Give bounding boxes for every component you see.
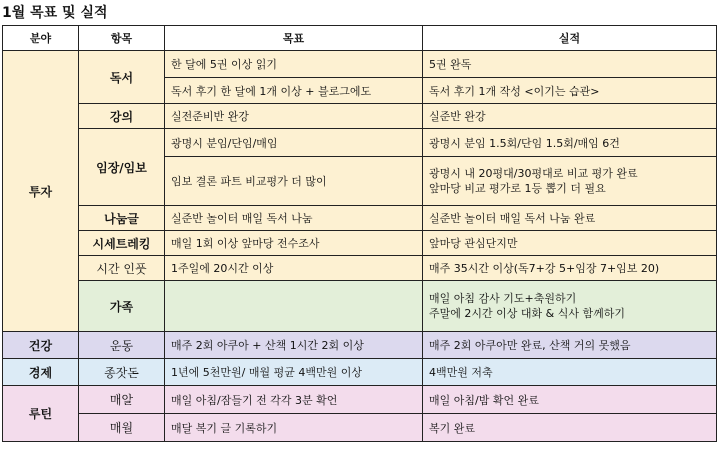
item-lease: 임장/임보 [79, 129, 165, 206]
table-row [3, 281, 717, 332]
category-family: 가족 [79, 281, 165, 332]
header-item: 항목 [79, 26, 165, 51]
header-goal: 목표 [165, 26, 423, 51]
goal-cell: 매일 1회 이상 앞마당 전수조사 [165, 231, 423, 256]
goal-line: 매일 아침 감사 기도+축원하기 [429, 292, 577, 305]
result-cell: 매주 2회 아쿠아만 완료, 산책 거의 못했음 [423, 332, 717, 359]
result-cell [423, 157, 717, 206]
goal-cell: 한 달에 5권 이상 읽기 [165, 51, 423, 78]
table-row [3, 104, 717, 129]
goal-cell: 실전준비반 완강 [165, 104, 423, 129]
result-line: 앞마당 비교 평가로 1등 뽑기 더 필요 [429, 182, 606, 195]
item-reading: 독서 [79, 51, 165, 104]
table-row [3, 129, 717, 157]
result-cell: 앞마당 관심단지만 [423, 231, 717, 256]
table-row [3, 256, 717, 281]
result-cell: 실준반 놀이터 매일 독서 나눔 완료 [423, 206, 717, 231]
goal-cell: 매일 아침/잠들기 전 각각 3분 확언 [165, 386, 423, 414]
header-category: 분야 [3, 26, 79, 51]
item-family [165, 281, 423, 332]
item-seed-money: 종잣돈 [79, 359, 165, 386]
goals-table [2, 25, 717, 442]
goal-cell: 임보 결론 파트 비교평가 더 많이 [165, 157, 423, 206]
category-routine: 루틴 [3, 386, 79, 442]
result-cell: 5권 완독 [423, 51, 717, 78]
table-row [3, 386, 717, 414]
result-cell: 실준반 완강 [423, 104, 717, 129]
goal-cell: 매달 복기 글 기록하기 [165, 414, 423, 442]
result-cell: 복기 완료 [423, 414, 717, 442]
item-lecture: 강의 [79, 104, 165, 129]
page-title: 1월 목표 및 실적 [2, 5, 108, 21]
table-row [3, 359, 717, 386]
header-result: 실적 [423, 26, 717, 51]
goal-cell [423, 281, 717, 332]
table-row [3, 332, 717, 359]
goal-line: 주말에 2시간 이상 대화 & 식사 함께하기 [429, 307, 625, 320]
result-cell: 광명시 분임 1.5회/단임 1.5회/매임 6건 [423, 129, 717, 157]
item-daily: 매알 [79, 386, 165, 414]
table-row [3, 414, 717, 442]
result-cell: 독서 후기 1개 작성 <이기는 습관> [423, 78, 717, 104]
category-health: 건강 [3, 332, 79, 359]
item-sise: 시세트레킹 [79, 231, 165, 256]
category-invest: 투자 [3, 51, 79, 332]
table-row [3, 231, 717, 256]
goal-cell: 1주일에 20시간 이상 [165, 256, 423, 281]
goal-cell: 광명시 분임/단임/매임 [165, 129, 423, 157]
goal-cell: 실준반 놀이터 매일 독서 나눔 [165, 206, 423, 231]
category-economy: 경제 [3, 359, 79, 386]
result-line: 광명시 내 20평대/30평대로 비교 평가 완료 [429, 167, 638, 180]
goal-cell: 매주 2회 아쿠아 + 산책 1시간 2회 이상 [165, 332, 423, 359]
header-row [3, 26, 717, 51]
table-row [3, 51, 717, 78]
goal-cell: 독서 후기 한 달에 1개 이상 + 블로그에도 [165, 78, 423, 104]
table-row [3, 206, 717, 231]
item-exercise: 운동 [79, 332, 165, 359]
item-time: 시간 인풋 [79, 256, 165, 281]
result-cell: 매주 35시간 이상(독7+강 5+임장 7+임보 20) [423, 256, 717, 281]
result-cell: 4백만원 저축 [423, 359, 717, 386]
item-monthly: 매월 [79, 414, 165, 442]
goal-cell: 1년에 5천만원/ 매월 평균 4백만원 이상 [165, 359, 423, 386]
item-sharing: 나눔글 [79, 206, 165, 231]
result-cell: 매일 아침/밤 확언 완료 [423, 386, 717, 414]
